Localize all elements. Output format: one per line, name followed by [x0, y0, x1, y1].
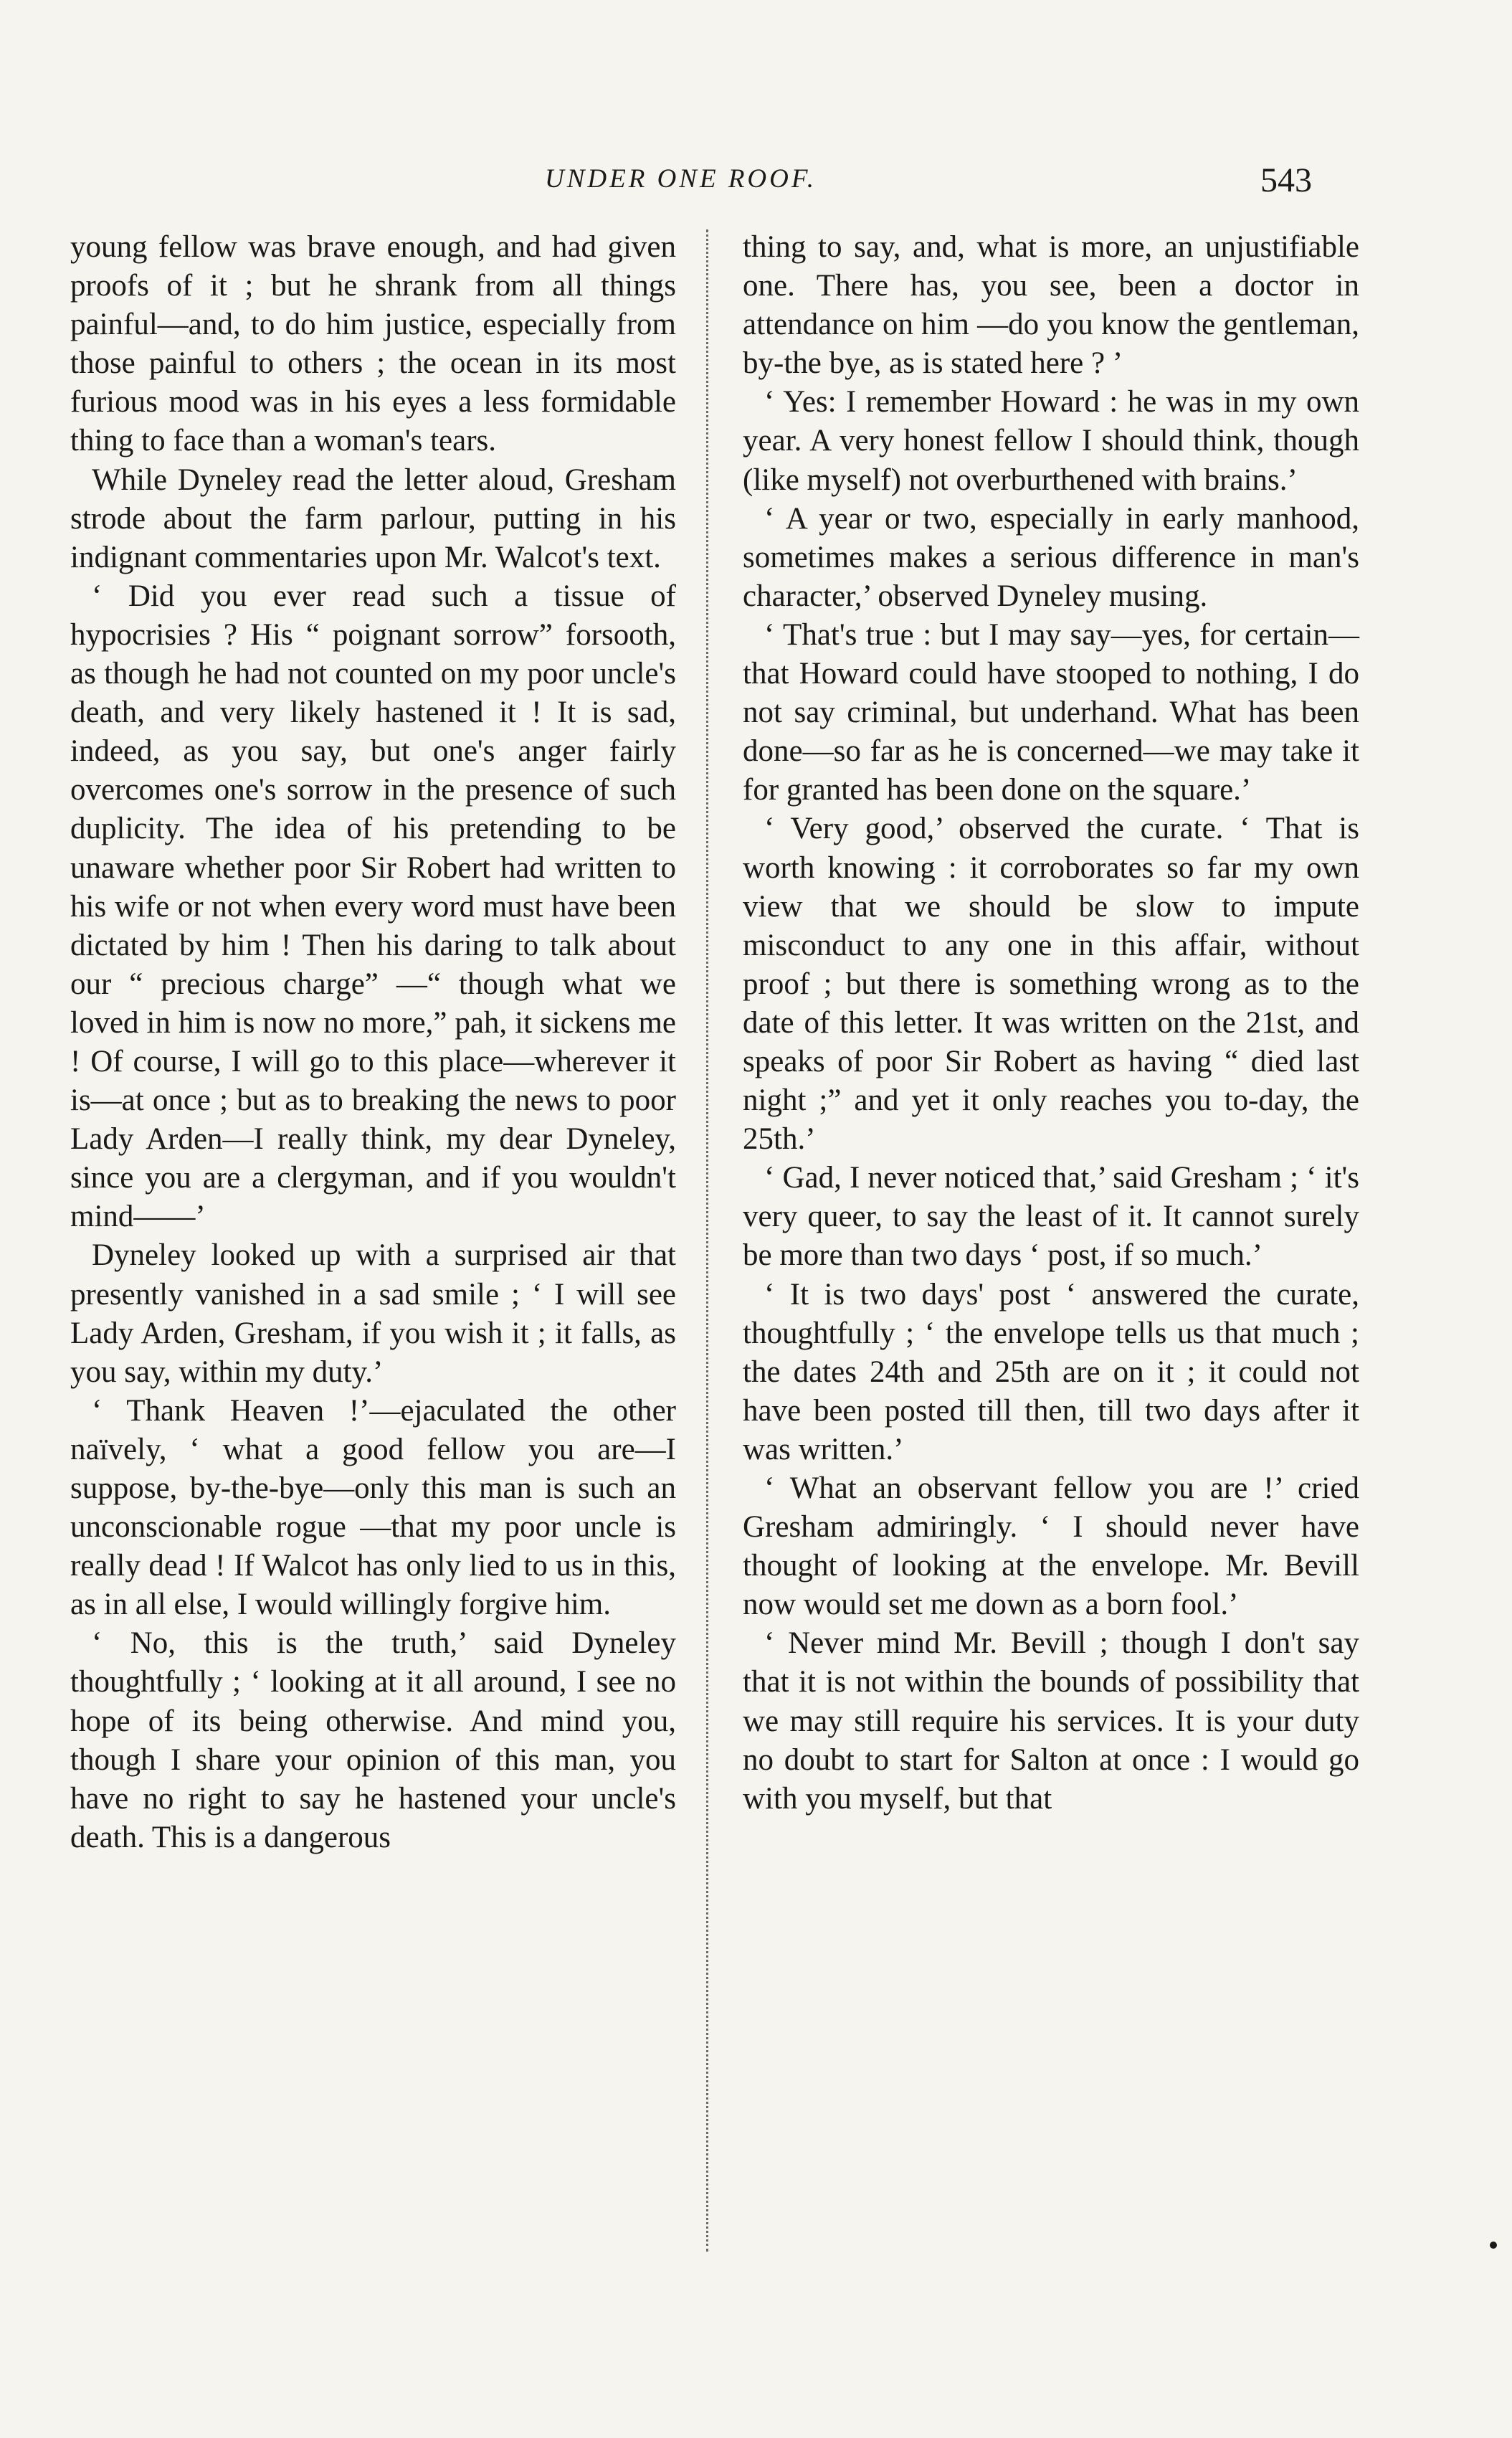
paragraph: Dyneley looked up with a surprised air that presently vanished in a sad smile ; ‘ I will see Lady Arden, Gresham, if you wish it ; it falls, as you say, within my duty.’ [70, 1238, 676, 1389]
right-column [743, 228, 1359, 1818]
running-title: UNDER ONE ROOF. [545, 164, 817, 194]
paragraph: thing to say, and, what is more, an unjustifiable one. There has, you see, been a doctor in attendance on him —do you know the gentleman, by-the bye, as is stated here ? ’ [743, 230, 1359, 381]
paragraph: young fellow was brave enough, and had given proofs of it ; but he shrank from all things painful—and, to do him justice, especially from those painful to others ; the ocean in its most furious mood was in his eyes a less formidable thing to face than a woman's tears. [70, 230, 676, 458]
paragraph: ‘ What an observant fellow you are !’ cried Gresham admiringly. ‘ I should never have thought of looking at the envelope. Mr. Bevill now would set me down as a born fool.’ [743, 1471, 1359, 1622]
paragraph: ‘ That's true : but I may say—yes, for certain—that Howard could have stooped to nothing, I do not say criminal, but underhand. What has been done—so far as he is concerned—we may take it for granted has been done on the square.’ [743, 617, 1359, 807]
paragraph: While Dyneley read the letter aloud, Gresham strode about the farm parlour, putting in his indignant commentaries upon Mr. Walcot's text. [70, 463, 676, 574]
paragraph: ‘ Very good,’ observed the curate. ‘ That is worth knowing : it corroborates so far my own view that we should be slow to impute misconduct to any one in this affair, without proof ; but there is something wrong as to the date of this letter. It was written on the 21st, and speaks of poor Sir Robert as having “ died last night ;” and yet it only reaches you to-day, the 25th.’ [743, 812, 1359, 1157]
left-column [70, 228, 676, 1857]
paragraph: ‘ Gad, I never noticed that,’ said Gresham ; ‘ it's very queer, to say the least of it. It cannot surely be more than two days ‘ post, if so much.’ [743, 1161, 1359, 1273]
margin-mark [1490, 2242, 1497, 2249]
paragraph: ‘ Thank Heaven !’—ejaculated the other naïvely, ‘ what a good fellow you are—I suppose, by-the-bye—only this man is such an unconscionable rogue —that my poor uncle is really dead ! If Walcot has only lied to us in this, as in all else, I would willingly forgive him. [70, 1393, 676, 1622]
page-number: 543 [1260, 161, 1312, 199]
running-head [0, 163, 1512, 207]
paragraph: ‘ Yes: I remember Howard : he was in my own year. A very honest fellow I should think, though (like myself) not overburthened with brains.’ [743, 385, 1359, 497]
paragraph: ‘ It is two days' post ‘ answered the curate, thoughtfully ; ‘ the envelope tells us that much ; the dates 24th and 25th are on it ; it could not have been posted till then, till two days after it was written.’ [743, 1277, 1359, 1466]
column-divider [706, 229, 708, 2252]
paragraph: ‘ Never mind Mr. Bevill ; though I don't say that it is not within the bounds of possibility that we may still require his services. It is your duty no doubt to start for Salton at once : I would go with you myself, but that [743, 1626, 1359, 1816]
paragraph: ‘ Did you ever read such a tissue of hypocrisies ? His “ poignant sorrow” forsooth, as though he had not counted on my poor uncle's death, and very likely hastened it ! It is sad, indeed, as you say, but one's anger fairly overcomes one's sorrow in the presence of such duplicity. The idea of his pretending to be unaware whether poor Sir Robert had written to his wife or not when every word must have been dictated by him ! Then his daring to talk about our “ precious charge” —“ though what we loved in him is now no more,” pah, it sickens me ! Of course, I will go to this place—wherever it is—at once ; but as to breaking the news to poor Lady Arden—I really think, my dear Dyneley, since you are a clergyman, and if you wouldn't mind——’ [70, 579, 676, 1234]
paragraph: ‘ No, this is the truth,’ said Dyneley thoughtfully ; ‘ looking at it all around, I see no hope of its being otherwise. And mind you, though I share your opinion of this man, you have no right to say he hastened your uncle's death. This is a dangerous [70, 1626, 676, 1854]
paragraph: ‘ A year or two, especially in early manhood, sometimes makes a serious difference in man's character,’ observed Dyneley musing. [743, 501, 1359, 613]
